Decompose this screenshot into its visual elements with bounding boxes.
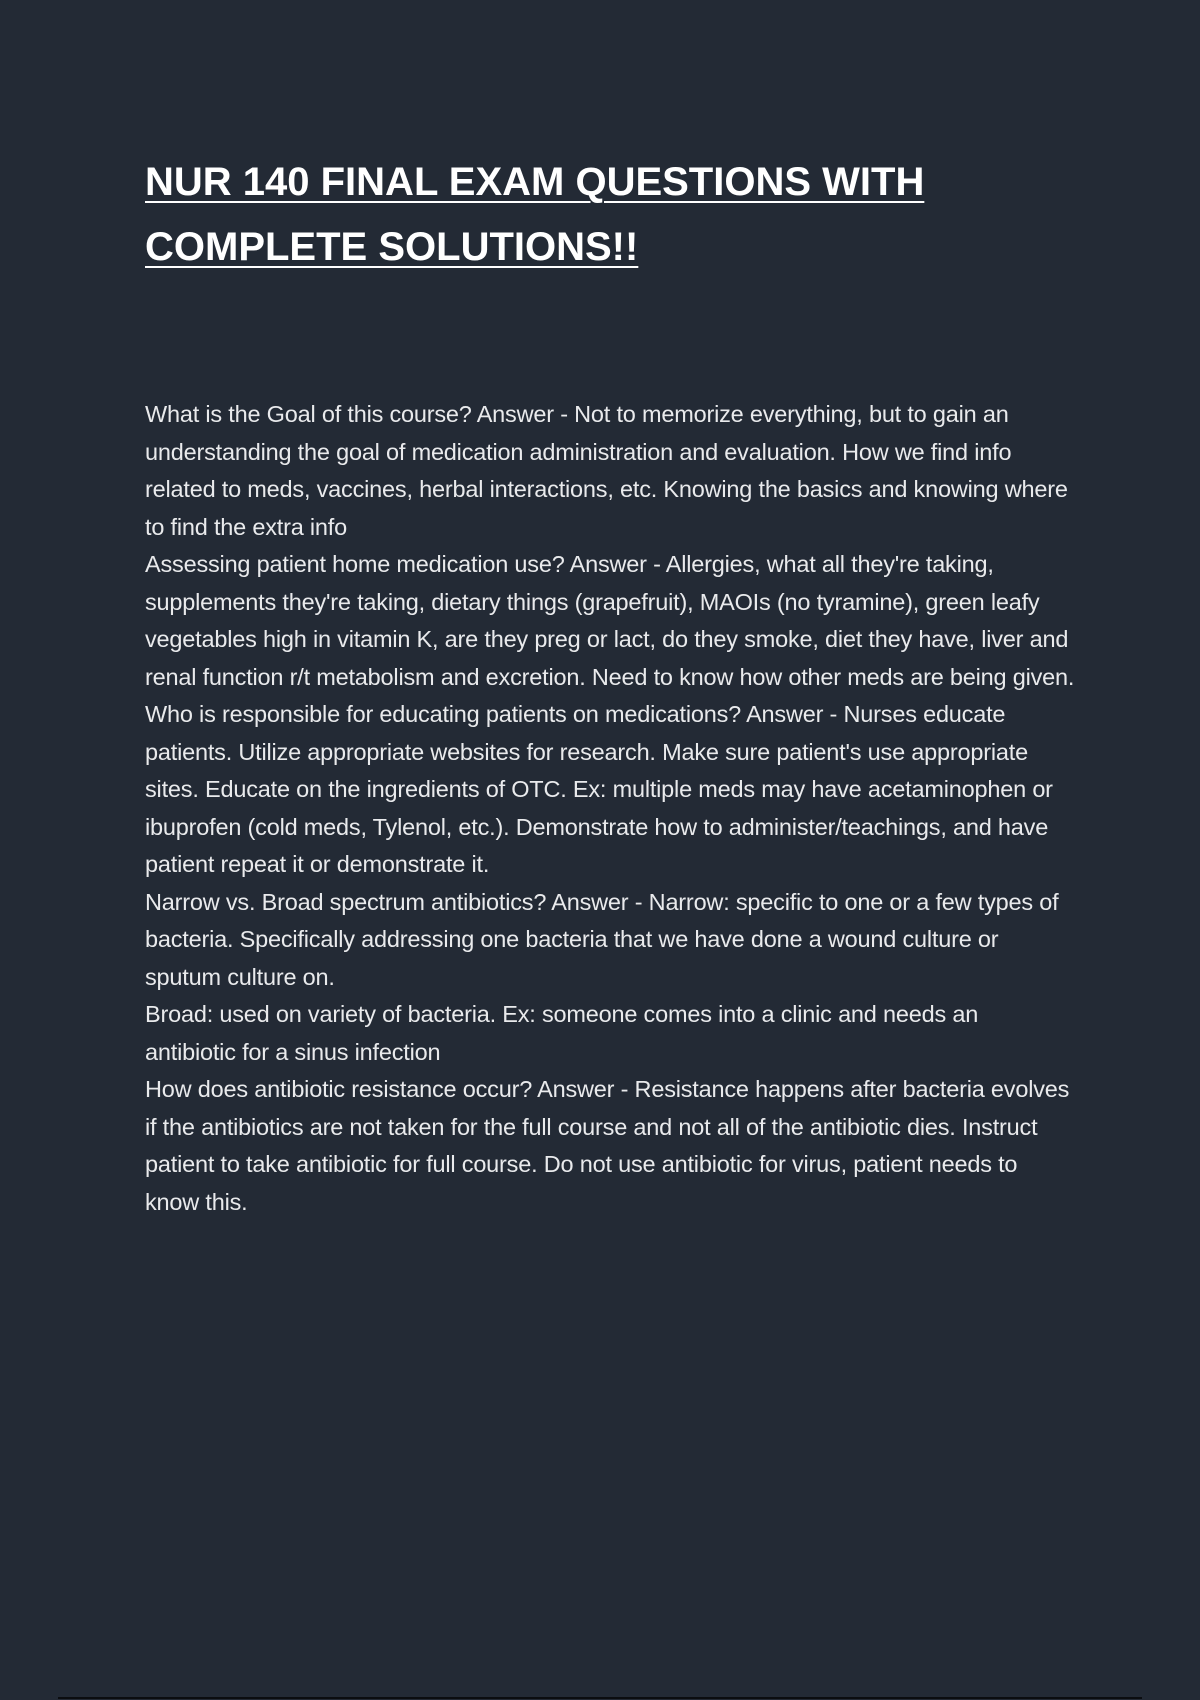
title-line-1: NUR 140 FINAL EXAM QUESTIONS WITH bbox=[145, 160, 925, 204]
document-body bbox=[145, 396, 1075, 1221]
document-title bbox=[145, 150, 1045, 280]
qa-paragraph-course-goal: What is the Goal of this course? Answer - Not to memorize everything, but to gain an understanding the goal of medication administration and evaluation. How we find info related to meds, vaccines, herbal interactions, etc. Knowing the basics and knowing where to find the extra info bbox=[145, 401, 1068, 540]
page-bottom-rule bbox=[58, 1697, 1142, 1699]
qa-paragraph-patient-education: Who is responsible for educating patients on medications? Answer - Nurses educate patients. Utilize appropriate websites for research. Make sure patient's use appropriate sites. Educate on the ingredients of OTC. Ex: multiple meds may have acetaminophen or ibuprofen (cold meds, Tylenol, etc.). Demonstrate how to administer/teachings, and have patient repeat it or demonstrate it. bbox=[145, 701, 1053, 877]
qa-paragraph-home-medication: Assessing patient home medication use? Answer - Allergies, what all they're taking, supplements they're taking, dietary things (grapefruit), MAOIs (no tyramine), green leafy vegetables high in vitamin K, are they preg or lact, do they smoke, diet they have, liver and renal function r/t metabolism and excretion. Need to know how other meds are being given. bbox=[145, 551, 1075, 690]
qa-paragraph-narrow-broad: Narrow vs. Broad spectrum antibiotics? Answer - Narrow: specific to one or a few types of bacteria. Specifically addressing one bacteria that we have done a wound culture or sputum culture on. bbox=[145, 888, 1059, 990]
title-line-2: COMPLETE SOLUTIONS!! bbox=[145, 225, 639, 269]
qa-paragraph-broad-continued: Broad: used on variety of bacteria. Ex: someone comes into a clinic and needs an antibiotic for a sinus infection bbox=[145, 1001, 979, 1065]
qa-paragraph-antibiotic-resistance: How does antibiotic resistance occur? Answer - Resistance happens after bacteria evolves if the antibiotics are not taken for the full course and not all of the antibiotic dies. Instruct patient to take antibiotic for full course. Do not use antibiotic for virus, patient needs to know this. bbox=[145, 1076, 1070, 1215]
